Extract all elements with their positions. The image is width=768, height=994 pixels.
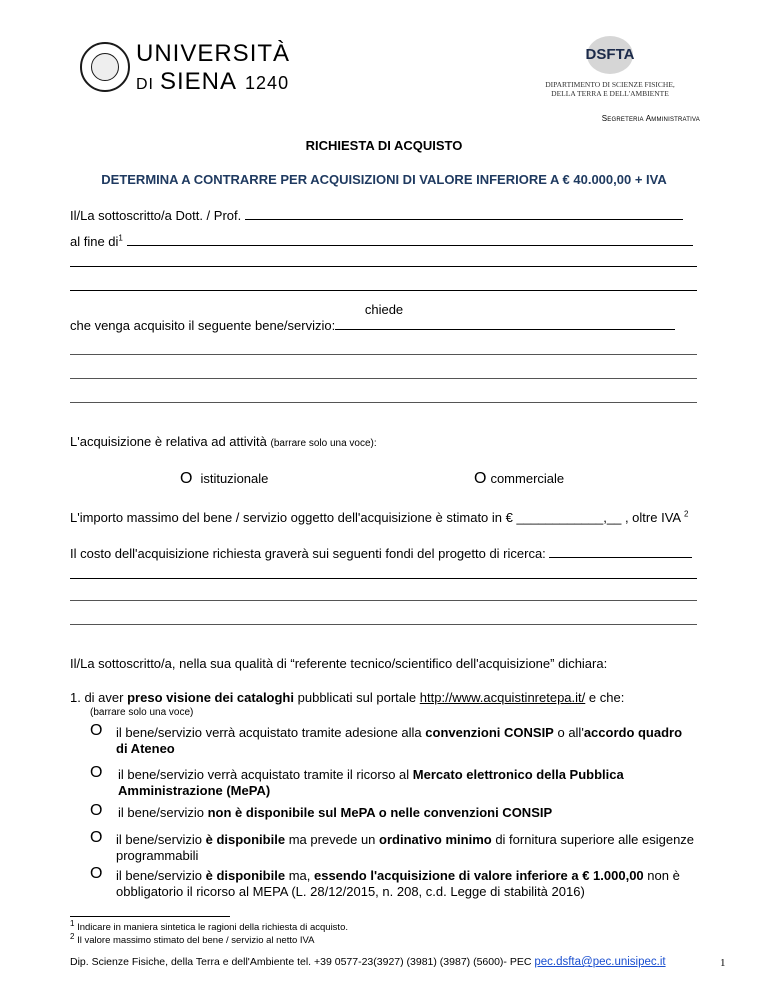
point-1-note: (barrare solo una voce)	[90, 707, 194, 718]
declaration-text: Il/La sottoscritto/a, nella sua qualità di “referente tecnico/scientifico dell'acquisizione” dichiara:	[70, 656, 608, 671]
unisi-logo	[80, 40, 300, 96]
purpose-line: al fine $di^1$	[70, 234, 693, 249]
funds-field[interactable]	[549, 546, 692, 558]
funds-line-4[interactable]	[70, 624, 697, 625]
amount-field[interactable]: ____________,__	[516, 510, 622, 525]
radio-icon[interactable]: O	[90, 829, 103, 846]
footnote-separator	[70, 916, 230, 917]
option-commerciale[interactable]: O commerciale	[474, 470, 565, 487]
unisi-name: UNIVERSITÀ	[136, 40, 291, 67]
footnote-1: $^1$ Indicare in maniera sintetica le ragioni della richiesta di acquisto.	[70, 918, 348, 933]
funds-line-2[interactable]	[70, 578, 697, 579]
radio-icon[interactable]: O	[180, 470, 193, 487]
page-number: 1	[720, 957, 726, 969]
radio-icon[interactable]: O	[90, 722, 103, 739]
acquistinretepa-link[interactable]: http://www.acquistinretepa.it/	[419, 690, 586, 705]
unisi-city: DI SIENA 1240	[136, 68, 290, 95]
unisi-seal-icon	[80, 42, 130, 92]
dsfta-logo	[530, 36, 690, 106]
funds-line-3[interactable]	[70, 600, 697, 601]
item-line-4[interactable]	[70, 402, 697, 403]
radio-icon[interactable]: O	[474, 470, 487, 487]
purpose-line-3[interactable]	[70, 290, 697, 291]
pec-email-link[interactable]: pec.dsfta@pec.unisipec.it	[534, 956, 666, 968]
amount-line: L'importo massimo del bene / servizio oggetto dell'acquisizione è stimato in € ____________,__ , oltre IVA $^2$	[70, 509, 689, 525]
purpose-field[interactable]	[127, 234, 693, 246]
point-1: 1. di aver preso visione dei cataloghi pubblicati sul portale http://www.acquistinretepa.it/ e che:	[70, 690, 625, 705]
funds-line: Il costo dell'acquisizione richiesta graverà sui seguenti fondi del progetto di ricerca:	[70, 546, 692, 561]
document-subtitle: DETERMINA A CONTRARRE PER ACQUISIZIONI DI VALORE INFERIORE A € 40.000,00 + IVA	[101, 172, 667, 187]
document-title: RICHIESTA DI ACQUISTO	[305, 138, 463, 153]
requester-name-field[interactable]	[245, 208, 683, 220]
page-footer: Dip. Scienze Fisiche, della Terra e dell'Ambiente tel. +39 0577-23(3927) (3981) (3987) (5600)- PEC pec.dsfta@pec.unisipec.it	[70, 956, 666, 968]
purpose-line-2[interactable]	[70, 266, 697, 267]
radio-icon[interactable]: O	[90, 865, 103, 882]
chiede-label: chiede	[364, 302, 404, 317]
option-istituzionale[interactable]: O istituzionale	[180, 470, 269, 487]
dsfta-mark-icon: DSFTA	[575, 36, 645, 76]
activity-label: L'acquisizione è relativa ad attività (barrare solo una voce):	[70, 434, 377, 449]
segreteria-label: Segreteria Amministrativa	[601, 114, 700, 123]
item-field[interactable]	[335, 318, 675, 330]
radio-icon[interactable]: O	[90, 764, 103, 781]
item-line-3[interactable]	[70, 378, 697, 379]
footnote-2: $^2$ Il valore massimo stimato del bene / servizio al netto IVA	[70, 931, 315, 946]
dsfta-subtitle: DIPARTIMENTO DI SCIENZE FISICHE, DELLA TERRA E DELL'AMBIENTE	[545, 80, 675, 98]
requester-line: Il/La sottoscritto/a Dott. / Prof.	[70, 208, 683, 223]
item-line: che venga acquisito il seguente bene/servizio:	[70, 318, 675, 333]
radio-icon[interactable]: O	[90, 802, 103, 819]
item-line-2[interactable]	[70, 354, 697, 355]
